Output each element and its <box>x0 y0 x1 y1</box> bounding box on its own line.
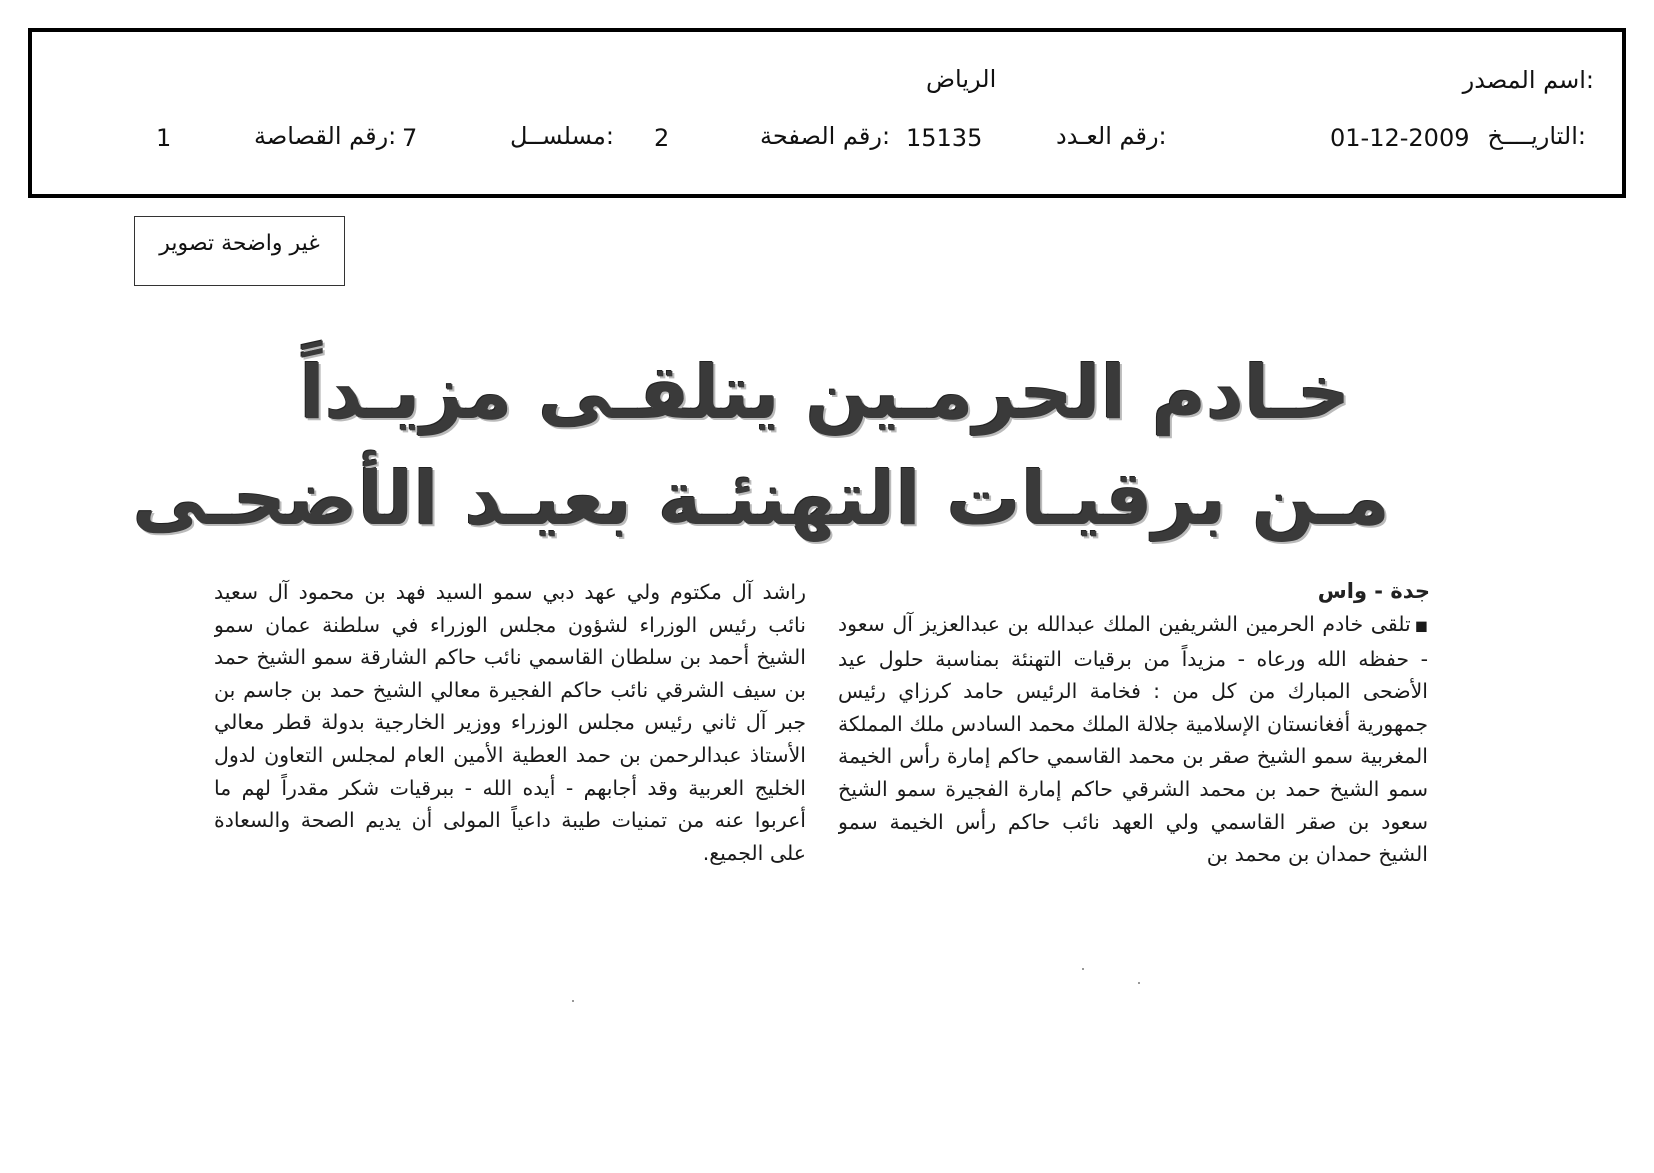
clipping-header <box>28 28 1626 198</box>
article-column-left: راشد آل مكتوم ولي عهد دبي سمو السيد فهد بن محمود آل سعيد نائب رئيس الوزراء لشؤون مجلس الوزراء في سلطنة عمان سمو الشيخ أحمد بن سلطان القاسمي نائب حاكم الشارقة سمو الشيخ حمد بن سيف الشرقي نائب حاكم الفجيرة معالي الشيخ حمد بن جاسم بن جبر آل ثاني رئيس مجلس الوزراء ووزير الخارجية بدولة قطر معالي الأستاذ عبدالرحمن بن حمد العطية الأمين العام لمجلس التعاون لدول الخليج العربية وقد أجابهم - أيده الله - ببرقيات شكر مقدراً لهم ما أعربوا عنه من تمنيات طيبة داعياً المولى أن يديم الصحة والسعادة على الجميع. <box>214 580 806 865</box>
source-value: الرياض <box>926 65 997 93</box>
image-quality-stamp: غير واضحة تصوير <box>134 216 345 286</box>
scan-speck <box>1082 968 1084 970</box>
headline-line-1: خـادم الحرمـين يتلقـى مزيـداً <box>299 350 1351 436</box>
issue-label: رقم العـدد: <box>1056 122 1167 150</box>
clip-label: رقم القصاصة: <box>254 122 397 150</box>
scan-speck <box>1138 982 1140 984</box>
issue-value: 15135 <box>906 124 983 152</box>
page-value: 2 <box>654 124 670 152</box>
date-value: 01-12-2009 <box>1330 124 1470 152</box>
scan-speck <box>572 1000 574 1002</box>
headline-line-2: مـن برقيـات التهنئـة بعيـد الأضحـى <box>132 456 1390 542</box>
serial-value: 7 <box>402 124 418 152</box>
column-right-text: تلقى خادم الحرمين الشريفين الملك عبدالله بن عبدالعزيز آل سعود - حفظه الله ورعاه - مزيداً من برقيات التهنئة بمناسبة حلول عيد الأضحى المبارك من كل من : فخامة الرئيس حامد كرزاي رئيس جمهورية أفغانستان الإسلامية جلالة الملك محمد السادس ملك المملكة المغربية سمو الشيخ صقر بن محمد القاسمي حاكم إمارة رأس الخيمة سمو الشيخ حمد بن محمد الشرقي حاكم إمارة الفجيرة سمو الشيخ سعود بن صقر القاسمي ولي العهد نائب حاكم رأس الخيمة سمو الشيخ حمدان بن محمد بن <box>838 612 1428 867</box>
date-label: التاريــــخ: <box>1487 122 1586 150</box>
article-dateline: جدة - واس <box>1317 579 1430 603</box>
paragraph-bullet-icon: ◼ <box>1414 616 1428 635</box>
source-label: اسم المصدر: <box>1462 66 1594 94</box>
serial-label: مسلســل: <box>510 122 614 150</box>
page-label: رقم الصفحة: <box>760 122 891 150</box>
article-column-right <box>838 608 1428 908</box>
clip-value: 1 <box>156 124 172 152</box>
